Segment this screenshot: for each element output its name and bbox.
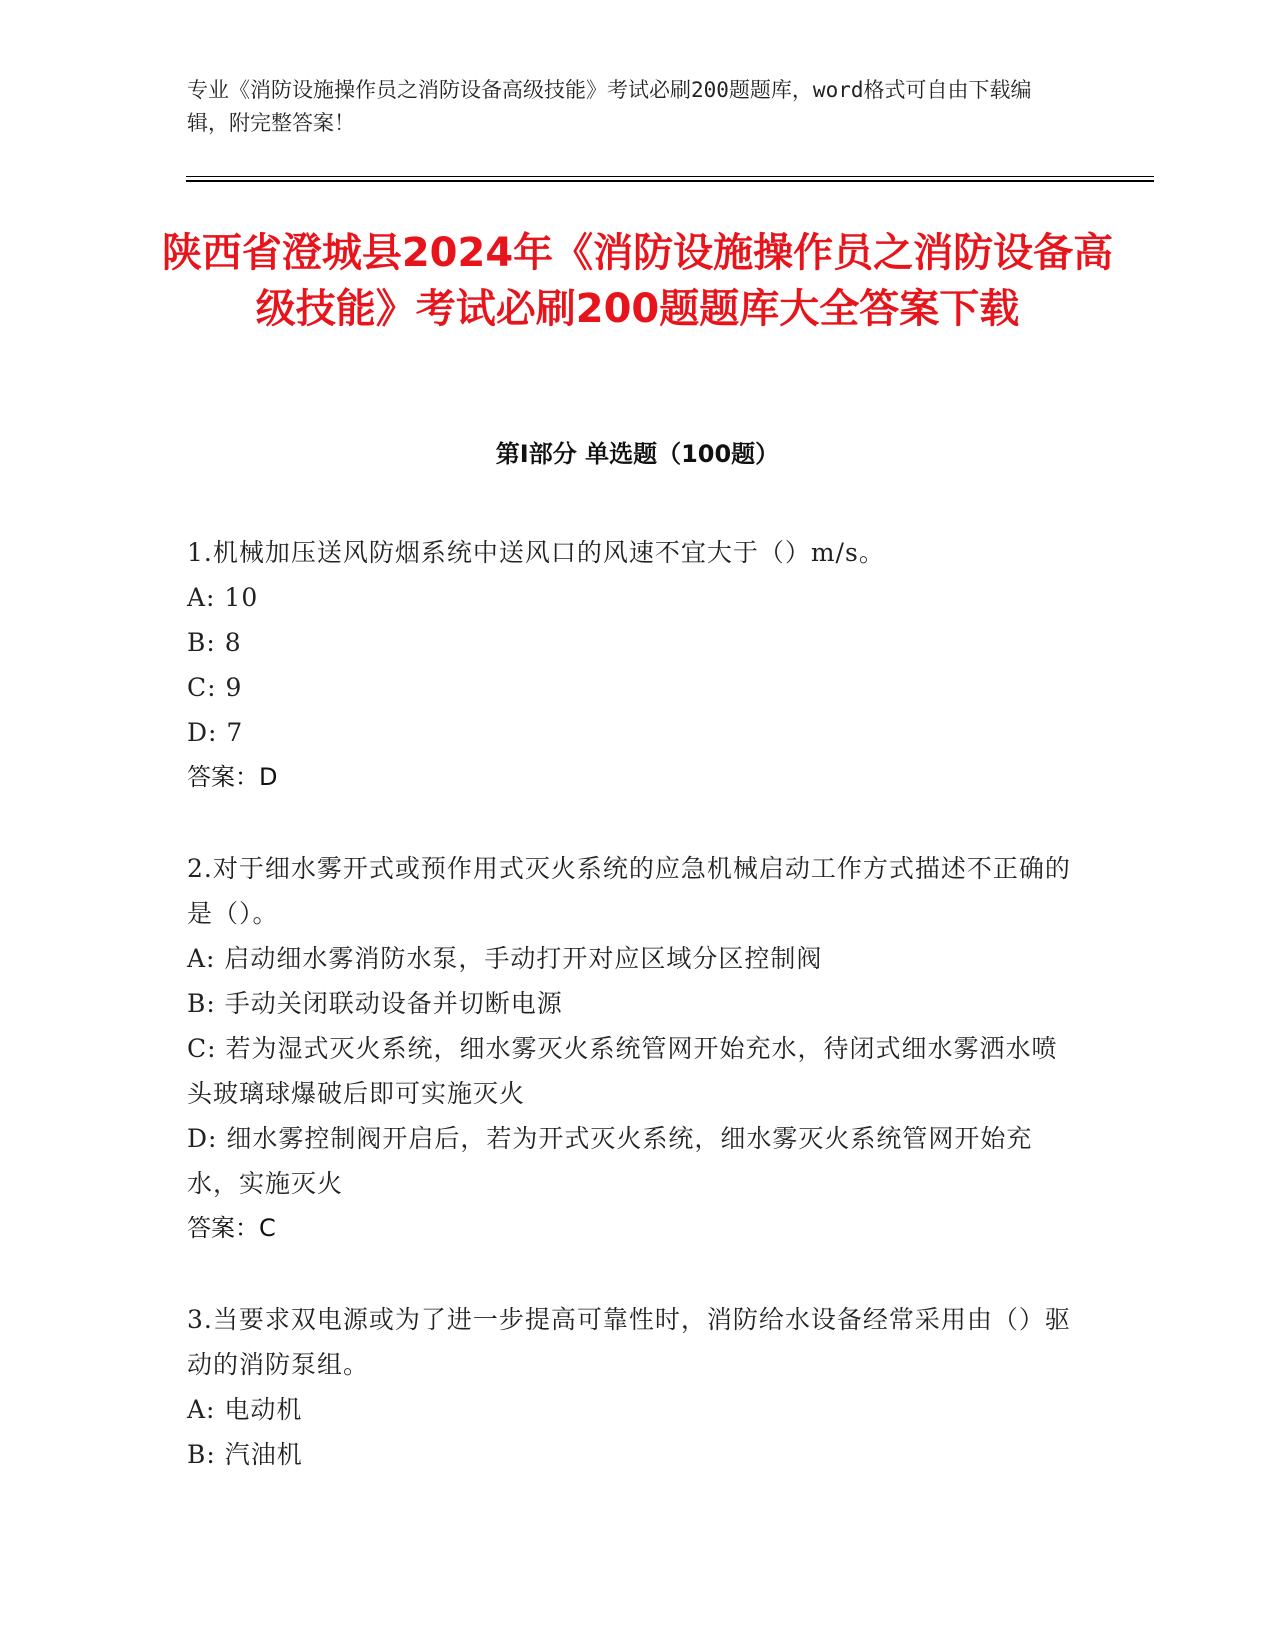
option-b: B: 手动关闭联动设备并切断电源 (187, 989, 563, 1018)
option-a: A: 10 (187, 583, 259, 612)
section-heading: 第I部分 单选题（100题） (495, 440, 780, 468)
answer-text: 答案：C (187, 1214, 276, 1242)
question-2 (187, 846, 1077, 1251)
option-a: A: 电动机 (187, 1395, 303, 1424)
option-d: D: 细水雾控制阀开启后，若为开式灭火系统，细水雾灭火系统管网开始充水，实施灭火 (187, 1124, 1033, 1198)
question-3 (187, 1297, 1077, 1477)
option-c: C: 若为湿式灭火系统，细水雾灭火系统管网开始充水，待闭式细水雾洒水喷头玻璃球爆破后即可实施灭火 (187, 1034, 1058, 1108)
question-text: 3.当要求双电源或为了进一步提高可靠性时，消防给水设备经常采用由（）驱动的消防泵组。 (187, 1305, 1071, 1379)
option-d: D: 7 (187, 718, 244, 747)
header-note: 专业《消防设施操作员之消防设备高级技能》考试必刷200题题库，word格式可自由下载编辑，附完整答案！ (187, 78, 1032, 135)
answer-text: 答案：D (187, 763, 278, 791)
question-1 (187, 530, 1077, 800)
option-b: B: 汽油机 (187, 1440, 303, 1469)
option-c: C: 9 (187, 673, 243, 702)
header-divider-thick (186, 180, 1154, 182)
header-divider-thin (186, 176, 1154, 177)
option-a: A: 启动细水雾消防水泵，手动打开对应区域分区控制阀 (187, 944, 823, 973)
question-list (187, 530, 1077, 1523)
document-title: 陕西省澄城县2024年《消防设施操作员之消防设备高级技能》考试必刷200题题库大全答案下载 (161, 230, 1114, 332)
question-text: 1.机械加压送风防烟系统中送风口的风速不宜大于（）m/s。 (187, 538, 885, 567)
question-text: 2.对于细水雾开式或预作用式灭火系统的应急机械启动工作方式描述不正确的是（）。 (187, 854, 1071, 928)
option-b: B: 8 (187, 628, 242, 657)
